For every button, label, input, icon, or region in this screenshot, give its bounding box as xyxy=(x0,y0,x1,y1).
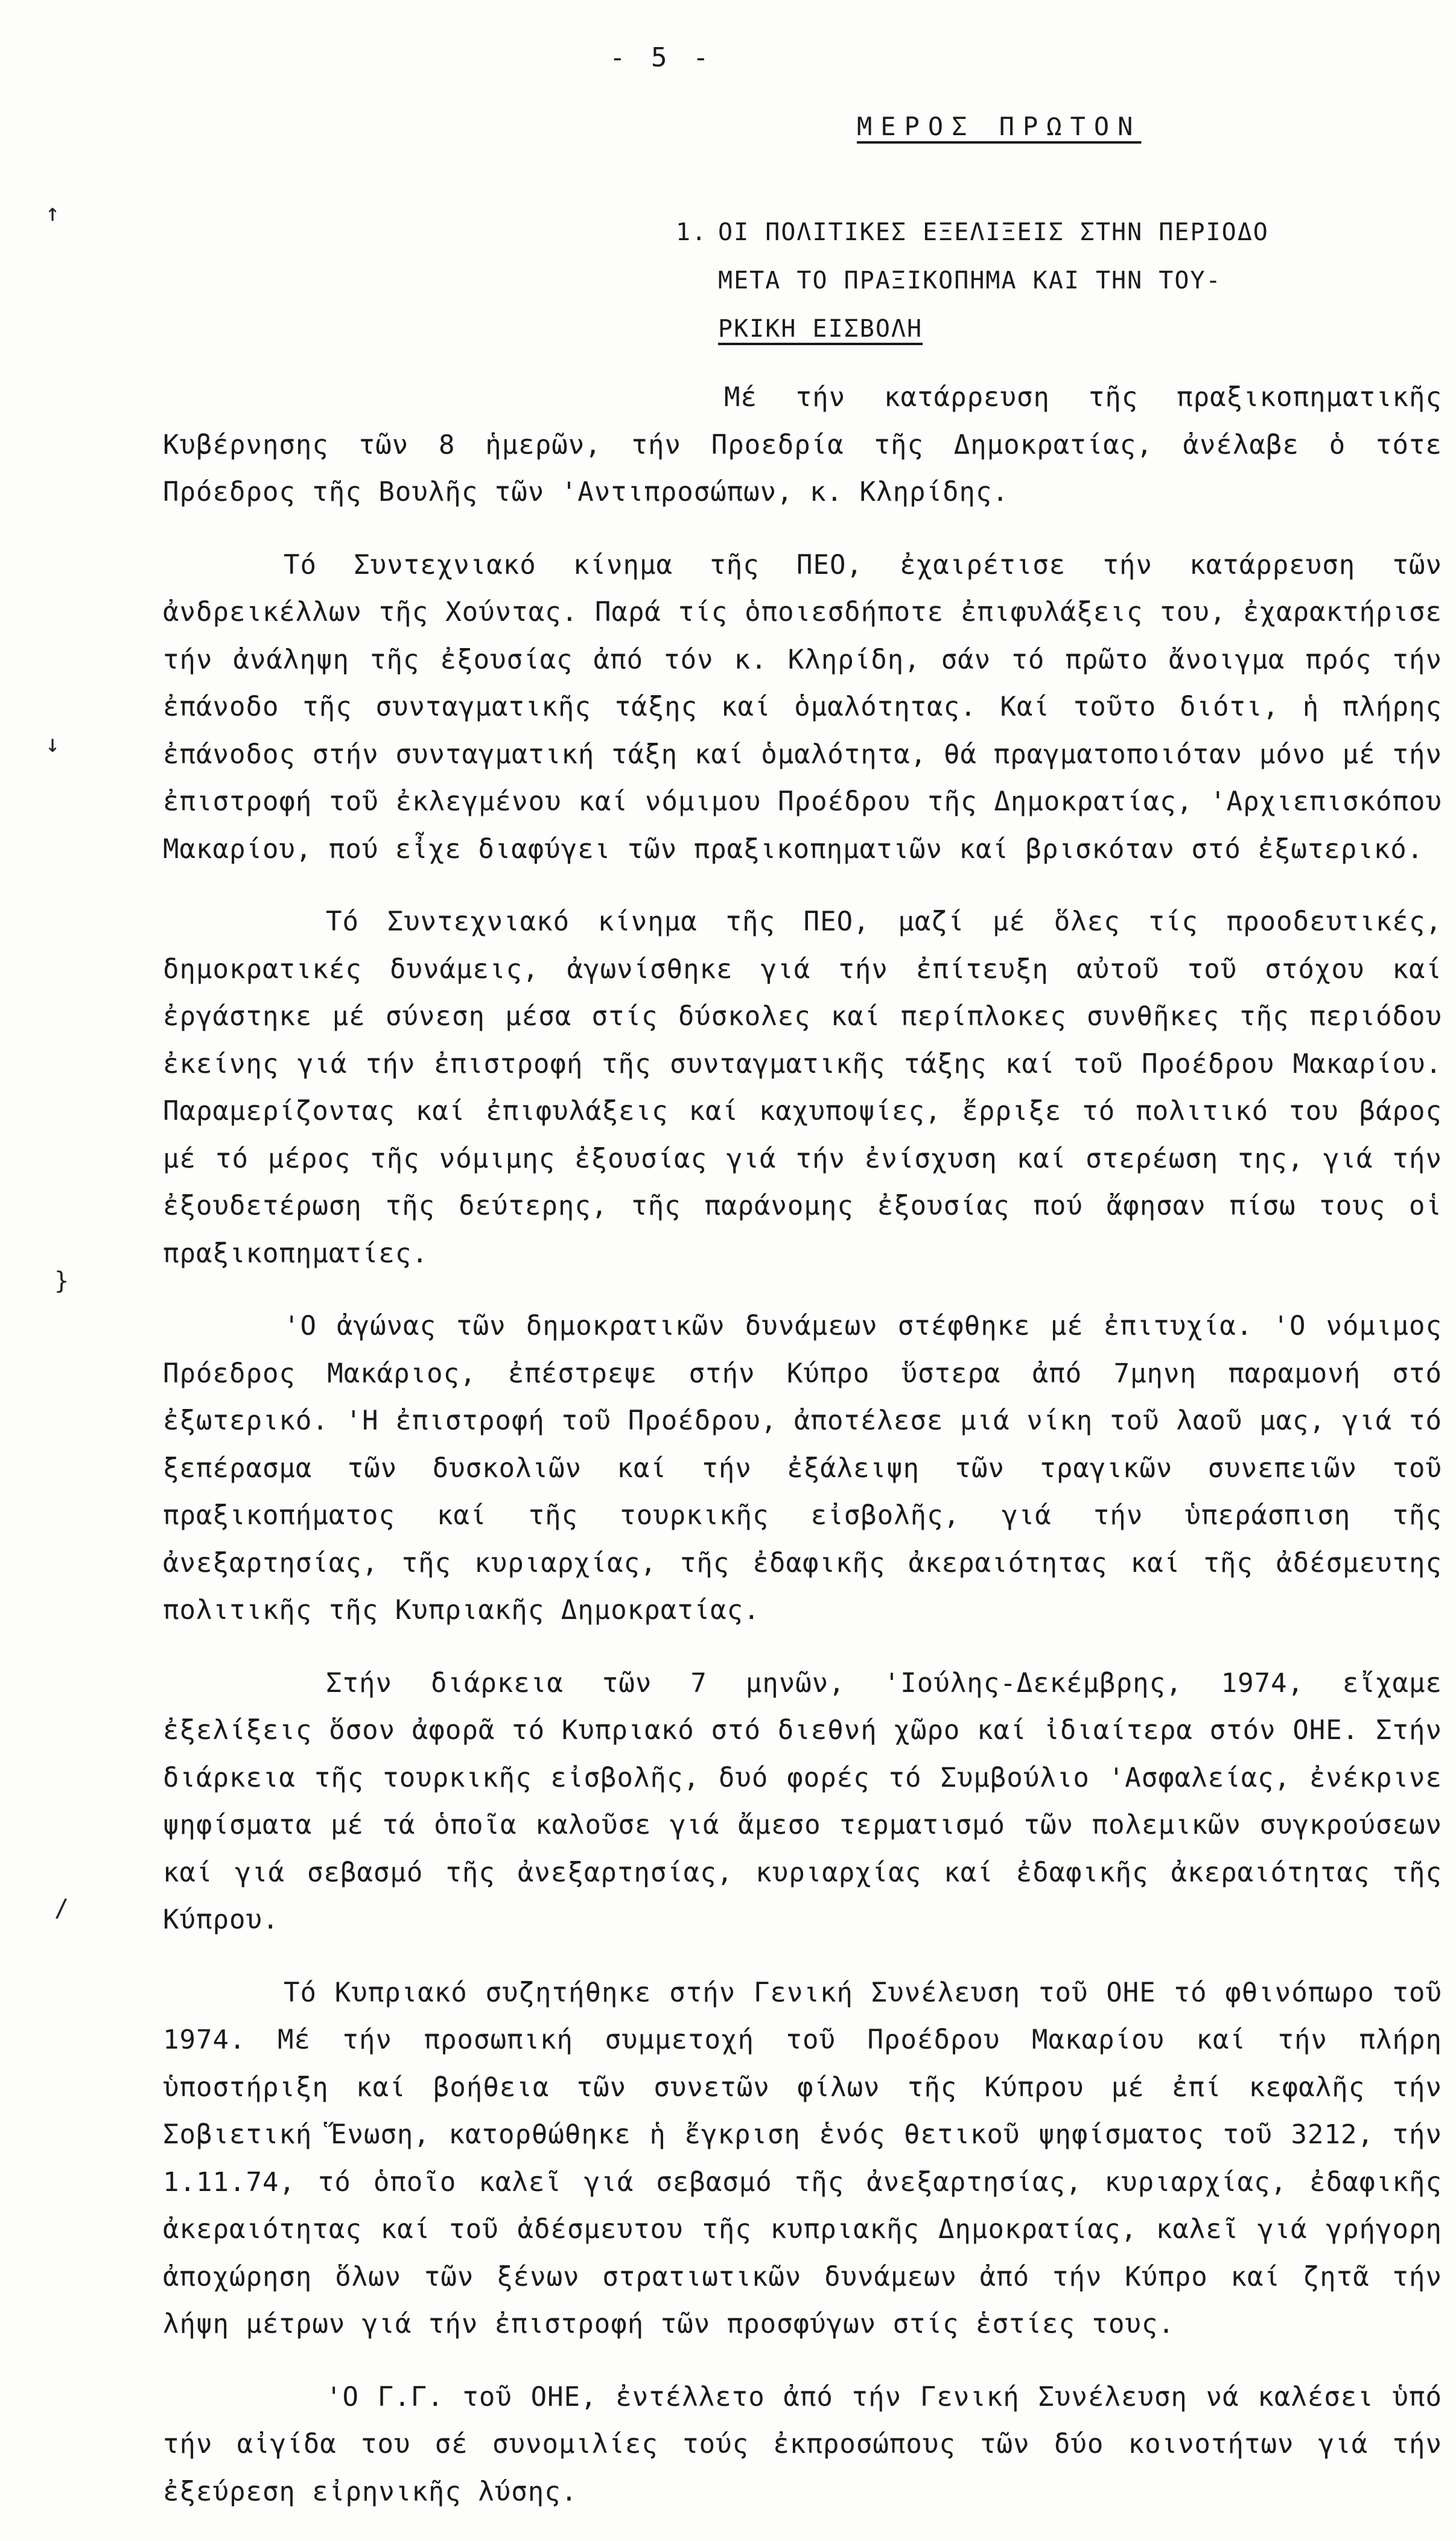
margin-mark: ↑ xyxy=(45,199,60,227)
page-number: - 5 - xyxy=(609,42,714,73)
margin-mark: } xyxy=(54,1267,69,1295)
section-number: 1. xyxy=(676,218,708,246)
paragraph: 'Ο ἀγώνας τῶν δημοκρατικῶν δυνάμεων στέφθηκε μέ ἐπιτυχία. 'Ο νόμιμος Πρόεδρος Μακάριος, ἐπέστρεψε στήν Κύπρο ὕστερα ἀπό 7μηνη παραμονή στό ἐξωτερικό. 'Η ἐπιστροφή τοῦ Προέδρου, ἀποτέλεσε μιά νίκη τοῦ λαοῦ μας, γιά τό ξεπέρασμα τῶν δυσκολιῶν καί τήν ἐξάλειψη τῶν τραγικῶν συνεπειῶν τοῦ πραξικοπήματος καί τῆς τουρκικῆς εἰσβολῆς, γιά τήν ὑπεράσπιση τῆς ἀνεξαρτησίας, τῆς κυριαρχίας, τῆς ἐδαφικῆς ἀκεραιότητας καί τῆς ἀδέσμευτης πολιτικῆς τῆς Κυπριακῆς Δημοκρατίας. xyxy=(163,1311,1442,1626)
margin-mark: / xyxy=(54,1895,69,1922)
section-heading xyxy=(676,208,1352,353)
paragraph: Τό Κυπριακό συζητήθηκε στήν Γενική Συνέλευση τοῦ ΟΗΕ τό φθινόπωρο τοῦ 1974. Μέ τήν προσωπική συμμετοχή τοῦ Προέδρου Μακαρίου καί τήν πλήρη ὑποστήριξη καί βοήθεια τῶν συνετῶν φίλων τῆς Κύπρου μέ ἐπί κεφαλῆς τήν Σοβιετική Ἕνωση, κατορθώθηκε ἡ ἔγκριση ἑνός θετικοῦ ψηφίσματος τοῦ 3212, τήν 1.11.74, τό ὁποῖο καλεῖ γιά σεβασμό τῆς ἀνεξαρτησίας, κυριαρχίας, ἐδαφικῆς ἀκεραιότητας καί τοῦ ἀδέσμευτου τῆς κυπριακῆς Δημοκρατίας, καλεῖ γιά γρήγορη ἀποχώρηση ὅλων τῶν ξένων στρατιωτικῶν δυνάμεων ἀπό τήν Κύπρο καί ζητᾶ τήν λήψη μέτρων γιά τήν ἐπιστροφή τῶν προσφύγων στίς ἑστίες τους. xyxy=(163,1977,1442,2339)
body-text xyxy=(163,374,1442,2541)
section-title-line: ΟΙ ΠΟΛΙΤΙΚΕΣ ΕΞΕΛΙΞΕΙΣ ΣΤΗΝ ΠΕΡΙΟΔΟ xyxy=(718,218,1269,246)
paragraph: 'Ο Γ.Γ. τοῦ ΟΗΕ, ἐντέλλετο ἀπό τήν Γενική Συνέλευση νά καλέσει ὑπό τήν αἰγίδα του σέ συνομιλίες τούς ἐκπροσώπους τῶν δύο κοινοτήτων γιά τήν ἐξεύρεση εἰρηνικῆς λύσης. xyxy=(163,2381,1442,2507)
section-title-line: ΜΕΤΑ ΤΟ ΠΡΑΞΙΚΟΠΗΜΑ ΚΑΙ ΤΗΝ ΤΟΥ- xyxy=(718,267,1222,294)
paragraph: Μέ τήν κατάρρευση τῆς πραξικοπηματικῆς Κυβέρνησης τῶν 8 ἡμερῶν, τήν Προεδρία τῆς Δημοκρατίας, ἀνέλαβε ὁ τότε Πρόεδρος τῆς Βουλῆς τῶν 'Αντιπροσώπων, κ. Κληρίδης. xyxy=(163,382,1442,507)
section-title-line: ΡΚΙΚΗ ΕΙΣΒΟΛΗ xyxy=(718,315,923,343)
margin-mark: ↓ xyxy=(45,730,60,758)
paragraph: Στήν διάρκεια τῶν 7 μηνῶν, 'Ιούλης-Δεκέμβρης, 1974, εἴχαμε ἐξελίξεις ὅσον ἀφορᾶ τό Κυπριακό στό διεθνή χῶρο καί ἰδιαίτερα στόν ΟΗΕ. Στήν διάρκεια τῆς τουρκικῆς εἰσβολῆς, δυό φορές τό Συμβούλιο 'Ασφαλείας, ἐνέκρινε ψηφίσματα μέ τά ὁποῖα καλοῦσε γιά ἄμεσο τερματισμό τῶν πολεμικῶν συγκρούσεων καί γιά σεβασμό τῆς ἀνεξαρτησίας, κυριαρχίας καί ἐδαφικῆς ἀκεραιότητας τῆς Κύπρου. xyxy=(163,1667,1442,1935)
paragraph: Τό Συντεχνιακό κίνημα τῆς ΠΕΟ, μαζί μέ ὅλες τίς προοδευτικές, δημοκρατικές δυνάμεις, ἀγωνίσθηκε γιά τήν ἐπίτευξη αὐτοῦ τοῦ στόχου καί ἐργάστηκε μέ σύνεση μέσα στίς δύσκολες καί περίπλοκες συνθῆκες τῆς περιόδου ἐκείνης γιά τήν ἐπιστροφή τῆς συνταγματικῆς τάξης καί τοῦ Προέδρου Μακαρίου. Παραμερίζοντας καί ἐπιφυλάξεις καί καχυποψίες, ἔρριξε τό πολιτικό του βάρος μέ τό μέρος τῆς νόμιμης ἐξουσίας γιά τήν ἐνίσχυση καί στερέωση της, γιά τήν ἐξουδετέρωση τῆς δεύτερης, τῆς παράνομης ἐξουσίας πού ἄφησαν πίσω τους οἱ πραξικοπηματίες. xyxy=(163,906,1442,1269)
part-heading: ΜΕΡΟΣ ΠΡΩΤΟΝ xyxy=(857,112,1142,141)
paragraph: Τό Συντεχνιακό κίνημα τῆς ΠΕΟ, ἐχαιρέτισε τήν κατάρρευση τῶν ἀνδρεικέλλων τῆς Χούντας. Παρά τίς ὁποιεσδήποτε ἐπιφυλάξεις του, ἐχαρακτήρισε τήν ἀνάληψη τῆς ἐξουσίας ἀπό τόν κ. Κληρίδη, σάν τό πρῶτο ἄνοιγμα πρός τήν ἐπάνοδο τῆς συνταγματικῆς τάξης καί ὁμαλότητας. Καί τοῦτο διότι, ἡ πλήρης ἐπάνοδος στήν συνταγματική τάξη καί ὁμαλότητα, θά πραγματοποιόταν μόνο μέ τήν ἐπιστροφή τοῦ ἐκλεγμένου καί νόμιμου Προέδρου τῆς Δημοκρατίας, 'Αρχιεπισκόπου Μακαρίου, πού εἶχε διαφύγει τῶν πραξικοπηματιῶν καί βρισκόταν στό ἐξωτερικό. xyxy=(163,549,1442,865)
